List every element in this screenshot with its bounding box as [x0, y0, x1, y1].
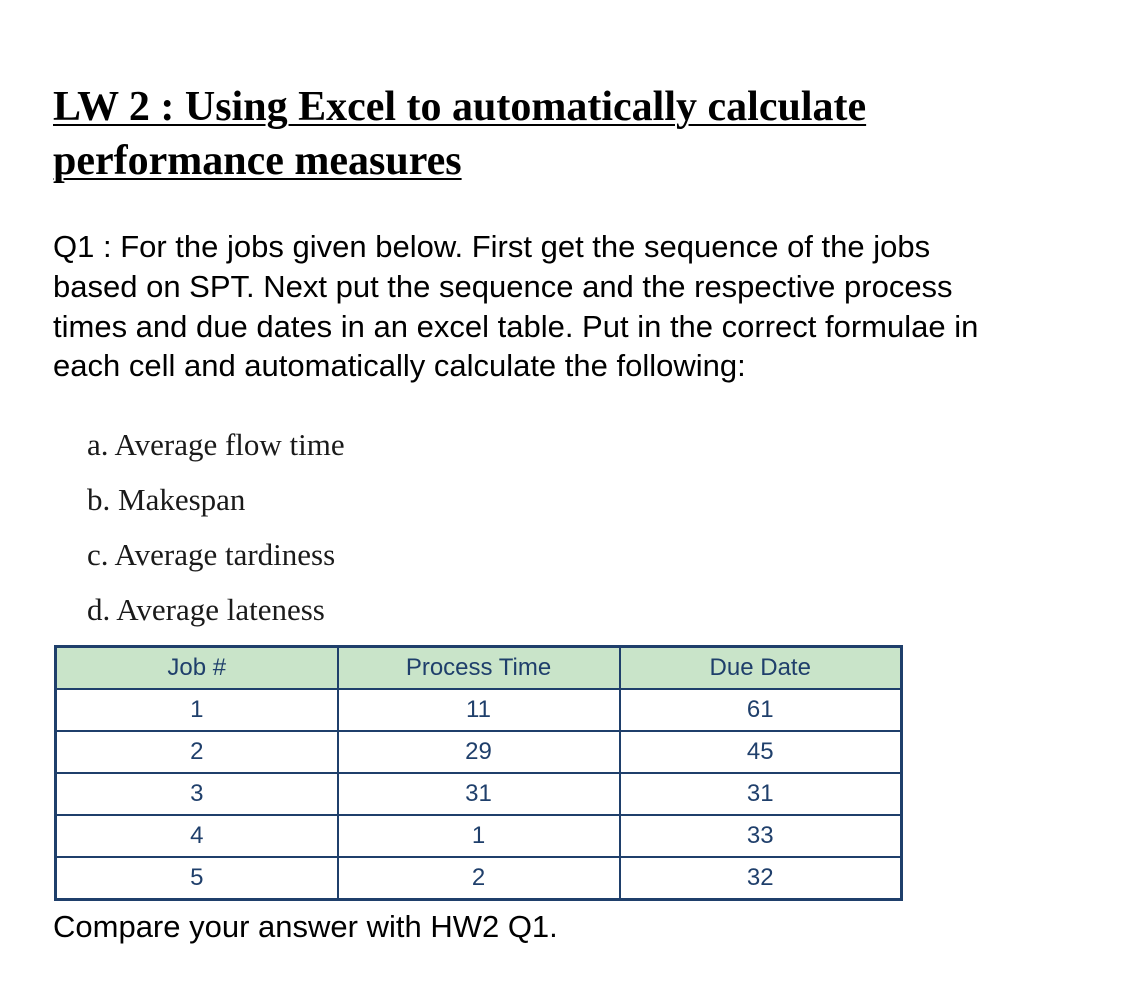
header-job: Job #: [56, 647, 338, 690]
list-item: a. Average flow time: [87, 427, 345, 462]
table-row: [56, 815, 902, 857]
cell-due-date: 31: [620, 773, 902, 815]
cell-job: 5: [56, 857, 338, 900]
question-text: Q1 : For the jobs given below. First get the sequence of the jobs based on SPT. Next put the sequence and the respective process times and due dates in an excel table. Put in the correct formulae in each cell and automatically calculate the following:: [53, 229, 979, 384]
cell-process-time: 11: [338, 689, 620, 731]
table-row: [56, 773, 902, 815]
cell-job: 3: [56, 773, 338, 815]
measures-list: [87, 425, 345, 645]
table-header-row: [56, 647, 902, 690]
cell-job: 1: [56, 689, 338, 731]
list-item: d. Average lateness: [87, 592, 325, 627]
cell-due-date: 32: [620, 857, 902, 900]
table-row: [56, 731, 902, 773]
table-row: [56, 857, 902, 900]
cell-due-date: 33: [620, 815, 902, 857]
cell-due-date: 45: [620, 731, 902, 773]
header-due-date: Due Date: [620, 647, 902, 690]
table-row: [56, 689, 902, 731]
jobs-table: [54, 645, 903, 901]
cell-job: 4: [56, 815, 338, 857]
cell-process-time: 2: [338, 857, 620, 900]
footer-note: Compare your answer with HW2 Q1.: [53, 909, 558, 944]
list-item: c. Average tardiness: [87, 537, 336, 572]
page-title: LW 2 : Using Excel to automatically calculate performance measures: [53, 84, 867, 184]
cell-process-time: 29: [338, 731, 620, 773]
cell-process-time: 1: [338, 815, 620, 857]
header-process-time: Process Time: [338, 647, 620, 690]
cell-job: 2: [56, 731, 338, 773]
list-item: b. Makespan: [87, 482, 246, 517]
cell-process-time: 31: [338, 773, 620, 815]
cell-due-date: 61: [620, 689, 902, 731]
